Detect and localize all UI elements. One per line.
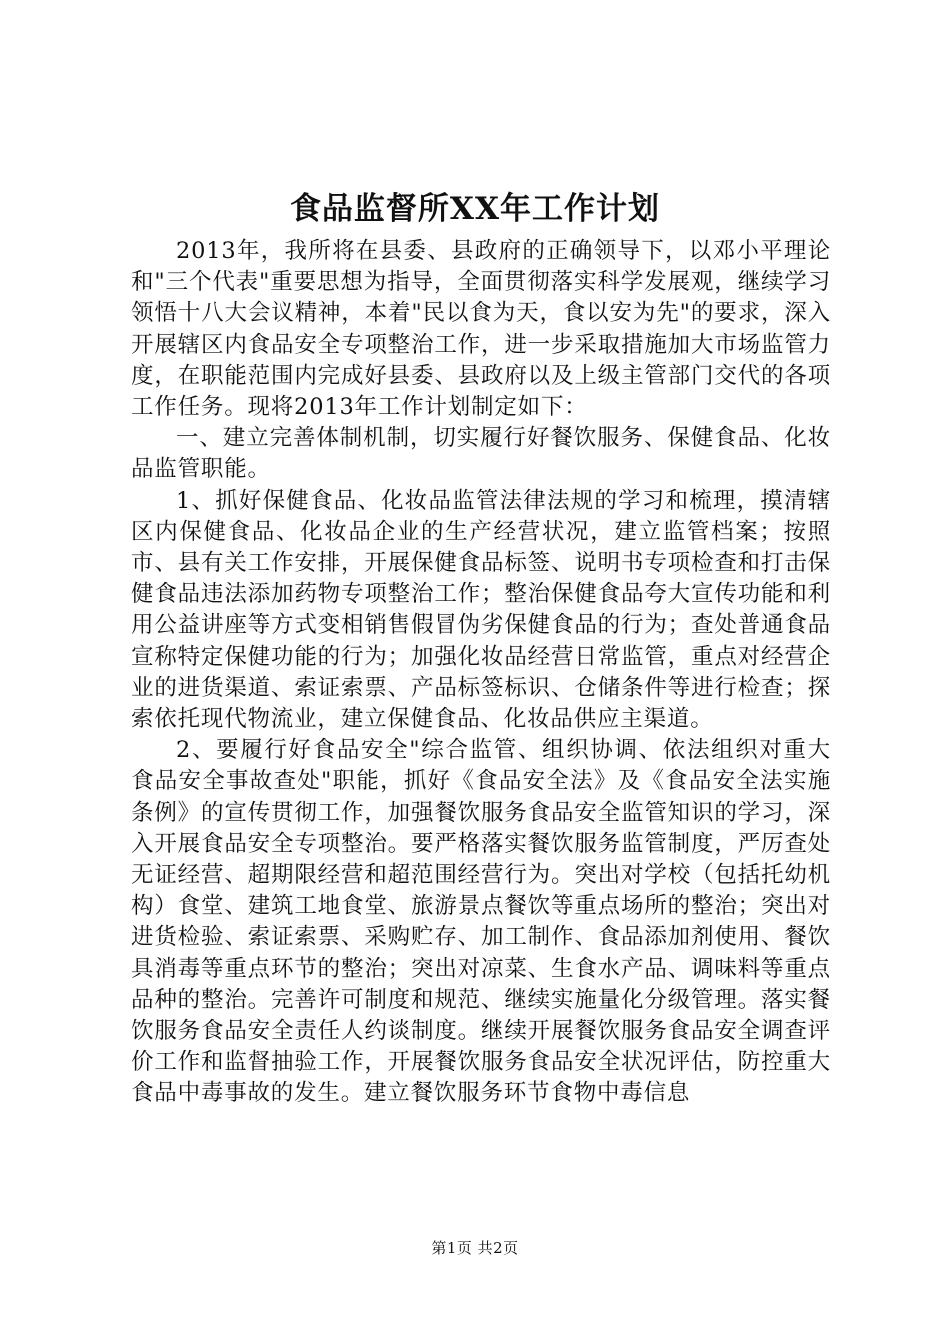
section-heading-1: 一、建立完善体制机制，切实履行好餐饮服务、保健食品、化妆品监管职能。 bbox=[131, 425, 831, 483]
document-body bbox=[131, 236, 831, 1110]
intro-paragraph: 2013年，我所将在县委、县政府的正确领导下，以邓小平理论和"三个代表"重要思想为指导，全面贯彻落实科学发展观，继续学习领悟十八大会议精神，本着"民以食为天，食以安为先"的要求，深入开展辖区内食品安全专项整治工作，进一步采取措施加大市场监管力度，在职能范围内完成好县委、县政府以及上级主管部门交代的各项工作任务。现将2013年工作计划制定如下： bbox=[131, 238, 831, 421]
item-paragraph-2: 2、要履行好食品安全"综合监管、组织协调、依法组织对重大食品安全事故查处"职能，抓好《食品安全法》及《食品安全法实施条例》的宣传贯彻工作，加强餐饮服务食品安全监管知识的学习，深入开展食品安全专项整治。要严格落实餐饮服务监管制度，严厉查处无证经营、超期限经营和超范围经营行为。突出对学校（包括托幼机构）食堂、建筑工地食堂、旅游景点餐饮等重点场所的整治；突出对进货检验、索证索票、采购贮存、加工制作、食品添加剂使用、餐饮具消毒等重点环节的整治；突出对凉菜、生食水产品、调味料等重点品种的整治。完善许可制度和规范、继续实施量化分级管理。落实餐饮服务食品安全责任人约谈制度。继续开展餐饮服务食品安全调查评价工作和监督抽验工作，开展餐饮服务食品安全状况评估，防控重大食品中毒事故的发生。建立餐饮服务环节食物中毒信息 bbox=[131, 737, 831, 1107]
document-title: 食品监督所XX年工作计划 bbox=[289, 191, 661, 227]
page-footer: 第1页 共2页 bbox=[431, 1239, 519, 1257]
item-paragraph-1: 1、抓好保健食品、化妆品监管法律法规的学习和梳理，摸清辖区内保健食品、化妆品企业的生产经营状况，建立监管档案；按照市、县有关工作安排，开展保健食品标签、说明书专项检查和打击保健食品违法添加药物专项整治工作；整治保健食品夸大宣传功能和利用公益讲座等方式变相销售假冒伪劣保健食品的行为；查处普通食品宣称特定保健功能的行为；加强化妆品经营日常监管，重点对经营企业的进货渠道、索证索票、产品标签标识、仓储条件等进行检查；探索依托现代物流业，建立保健食品、化妆品供应主渠道。 bbox=[131, 487, 831, 733]
